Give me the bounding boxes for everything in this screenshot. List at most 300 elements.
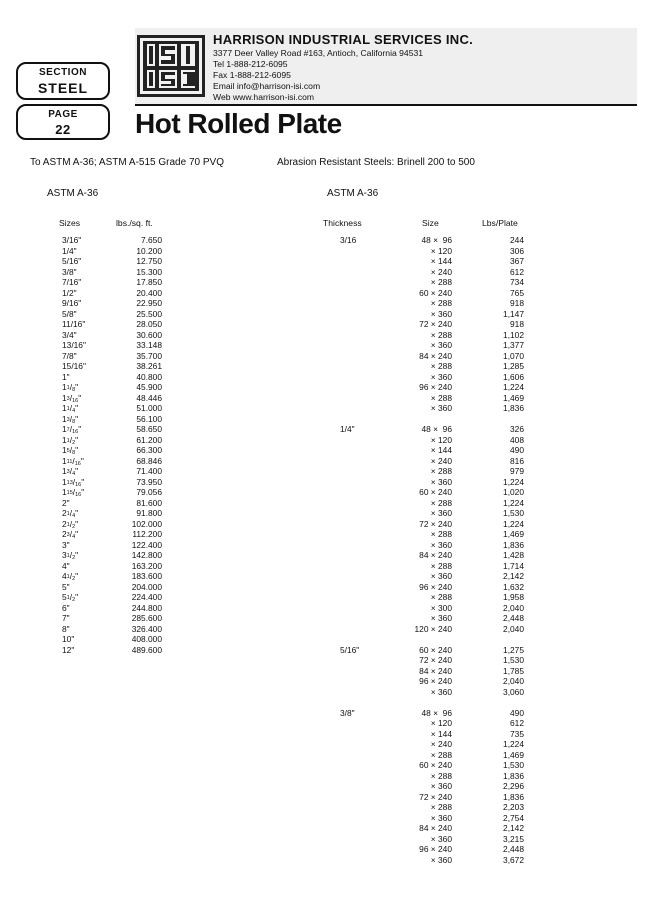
lbs-per-plate: 1,530 <box>503 655 524 665</box>
weight-per-sqft: 22.950 <box>136 298 162 308</box>
plate-size: 4" <box>62 560 70 571</box>
plate-size: 2" <box>62 497 70 508</box>
lbs-per-plate: 979 <box>510 466 524 476</box>
table-row <box>320 414 524 425</box>
lbs-per-plate: 2,203 <box>503 802 524 812</box>
plate-dimensions: × 288 <box>430 749 452 760</box>
plate-size: $2^3/_4$" <box>62 529 79 540</box>
plate-dimensions: × 360 <box>430 340 452 350</box>
table-row <box>320 340 524 351</box>
weight-per-sqft: 81.600 <box>136 497 162 508</box>
table-row <box>320 361 524 372</box>
plate-dimensions: 72 × 240 <box>419 518 452 529</box>
weight-per-sqft: 15.300 <box>136 266 162 277</box>
plate-dimensions: 60 × 240 <box>419 287 452 298</box>
weight-per-sqft: 326.400 <box>131 623 162 634</box>
plate-dimensions: × 360 <box>430 854 452 865</box>
table-row <box>62 466 162 477</box>
lbs-per-plate: 765 <box>510 287 524 298</box>
table-row <box>62 403 162 414</box>
plate-dimensions: 84 × 240 <box>419 823 452 833</box>
table-row <box>62 613 162 624</box>
plate-size: 15/16" <box>62 361 86 371</box>
plate-size: 6" <box>62 602 70 613</box>
lbs-per-plate: 2,448 <box>503 844 524 854</box>
plate-dimensions: × 288 <box>430 770 452 781</box>
table-row <box>320 729 524 740</box>
plate-size: 3/4" <box>62 329 77 340</box>
lbs-per-plate: 3,672 <box>503 854 524 865</box>
table-row <box>62 571 162 582</box>
table-row <box>62 645 162 656</box>
table-row <box>320 582 524 593</box>
plate-dimensions: 96 × 240 <box>419 581 452 592</box>
lbs-per-plate: 1,224 <box>503 382 524 392</box>
lbs-per-plate: 2,040 <box>503 676 524 686</box>
table-row <box>62 487 162 498</box>
weight-per-sqft: 48.446 <box>136 392 162 403</box>
table-row <box>320 813 524 824</box>
plate-size: 8" <box>62 623 70 634</box>
lbs-per-plate: 918 <box>510 298 524 308</box>
plate-size: 9/16" <box>62 298 82 308</box>
table-row <box>320 445 524 456</box>
plate-size: 3/16" <box>62 235 82 245</box>
table-row <box>320 256 524 267</box>
plate-dimensions: × 288 <box>430 298 452 308</box>
lbs-per-plate: 1,020 <box>503 487 524 497</box>
table-row <box>62 508 162 519</box>
lbs-per-plate: 734 <box>510 277 524 287</box>
table-row <box>62 561 162 572</box>
lbs-per-plate: 3,215 <box>503 833 524 844</box>
weight-per-sqft: 10.200 <box>136 245 162 256</box>
plate-dimensions: × 360 <box>430 308 452 319</box>
plate-size: $1^{15}/_{16}$" <box>62 487 85 498</box>
plate-dimensions: × 288 <box>430 392 452 403</box>
weight-per-sqft: 33.148 <box>136 340 162 350</box>
plate-dimensions: × 144 <box>430 256 452 266</box>
weight-per-sqft: 45.900 <box>136 382 162 392</box>
plate-thickness: 1/4" <box>340 424 355 434</box>
plate-dimensions: × 300 <box>430 602 452 613</box>
table-row <box>62 445 162 456</box>
lbs-per-plate: 1,224 <box>503 497 524 508</box>
weight-per-sqft: 71.400 <box>136 466 162 476</box>
table-row <box>320 298 524 309</box>
weight-per-sqft: 102.000 <box>131 518 162 529</box>
plate-dimensions: × 144 <box>430 445 452 455</box>
plate-size: $1^1/_2$" <box>62 434 79 446</box>
company-web: Web www.harrison-isi.com <box>213 92 315 103</box>
plate-size: 7/8" <box>62 350 77 361</box>
plate-dimensions: 84 × 240 <box>419 350 452 361</box>
plate-dimensions: 48 × 96 <box>421 424 452 434</box>
weight-per-sqft: 489.600 <box>131 644 162 655</box>
weight-per-sqft: 17.850 <box>136 277 162 287</box>
plate-size: $1^5/_8$" <box>62 445 79 456</box>
weight-per-sqft: 66.300 <box>136 445 162 455</box>
lbs-per-plate: 1,102 <box>503 329 524 340</box>
table-row <box>320 466 524 477</box>
plate-dimensions: × 360 <box>430 403 452 413</box>
standards-right: Abrasion Resistant Steels: Brinell 200 to 500 <box>277 157 475 168</box>
table-row <box>62 277 162 288</box>
lbs-per-plate: 1,070 <box>503 350 524 361</box>
page-number: 22 <box>55 122 71 137</box>
lbs-per-plate: 1,275 <box>503 644 524 655</box>
lbs-per-plate: 1,530 <box>503 508 524 518</box>
table-row <box>320 529 524 540</box>
company-email: Email info@harrison-isi.com <box>213 81 321 92</box>
weight-per-sqft: 7.650 <box>141 235 162 245</box>
lbs-per-plate: 2,040 <box>503 623 524 634</box>
plate-dimensions: × 360 <box>430 476 452 487</box>
plate-size: 5" <box>62 581 70 592</box>
table-row <box>320 477 524 488</box>
standards-left: To ASTM A-36; ASTM A-515 Grade 70 PVQ <box>30 157 224 168</box>
lbs-per-plate: 1,836 <box>503 791 524 802</box>
table-row <box>320 351 524 362</box>
plate-size: $1^7/_{16}$" <box>62 424 82 435</box>
plate-dimensions: × 288 <box>430 560 452 571</box>
plate-size: $2^1/_2$" <box>62 518 79 530</box>
weight-per-sqft: 73.950 <box>136 476 162 487</box>
plate-size: 3/8" <box>62 266 77 277</box>
plate-dimensions: × 288 <box>430 802 452 812</box>
lbs-per-plate: 816 <box>510 455 524 466</box>
plate-dimensions: × 360 <box>430 539 452 550</box>
plate-size: 12" <box>62 644 75 655</box>
weight-per-sqft: 30.600 <box>136 329 162 340</box>
lbs-per-plate: 1,377 <box>503 340 524 350</box>
plate-dimensions: × 360 <box>430 508 452 518</box>
table-row <box>62 330 162 341</box>
table-row <box>320 708 524 719</box>
plate-dimensions: × 288 <box>430 329 452 340</box>
weight-per-sqft: 40.800 <box>136 371 162 382</box>
table-row <box>62 424 162 435</box>
plate-dimensions: × 240 <box>430 455 452 466</box>
weight-per-sqft: 79.056 <box>136 487 162 497</box>
weight-per-sqft: 163.200 <box>131 560 162 571</box>
plate-size: 1/4" <box>62 245 77 256</box>
table-row <box>320 676 524 687</box>
lbs-per-plate: 3,060 <box>503 686 524 697</box>
plate-dimensions: 84 × 240 <box>419 665 452 676</box>
table-row <box>320 718 524 729</box>
table-row <box>62 267 162 278</box>
plate-dimensions: × 240 <box>430 266 452 277</box>
table-row <box>320 592 524 603</box>
plate-dimensions: × 360 <box>430 781 452 791</box>
plate-dimensions: × 288 <box>430 277 452 287</box>
table-row <box>320 393 524 404</box>
plate-size: $1^1/_4$" <box>62 403 79 414</box>
table-row <box>62 477 162 488</box>
weight-per-sqft: 51.000 <box>136 403 162 413</box>
weight-per-sqft: 35.700 <box>136 350 162 361</box>
lbs-per-plate: 612 <box>510 718 524 728</box>
weight-per-sqft: 12.750 <box>136 256 162 266</box>
weight-per-sqft: 244.800 <box>131 602 162 613</box>
plate-size: $1^3/_{16}$" <box>62 392 82 404</box>
plate-thickness: 5/16" <box>340 644 360 655</box>
plate-size: $4^1/_2$" <box>62 571 79 582</box>
lbs-per-plate: 918 <box>510 319 524 329</box>
table-row <box>62 634 162 645</box>
company-contact <box>213 48 423 103</box>
plate-size: $2^1/_4$" <box>62 508 79 519</box>
plate-size: 1" <box>62 371 70 382</box>
plate-size: $1^{11}/_{16}$" <box>62 455 84 467</box>
table-row <box>62 351 162 362</box>
lbs-per-plate: 1,958 <box>503 592 524 602</box>
table-row <box>62 624 162 635</box>
lbs-per-plate: 2,448 <box>503 613 524 623</box>
lbs-per-plate: 1,224 <box>503 476 524 487</box>
table-row <box>320 603 524 614</box>
lbs-per-plate: 306 <box>510 245 524 256</box>
weight-per-sqft: 285.600 <box>131 613 162 623</box>
table-row <box>320 456 524 467</box>
table-row <box>62 235 162 246</box>
plate-dimensions: 96 × 240 <box>419 676 452 686</box>
plate-size: $1^1/_8$" <box>62 382 79 393</box>
plate-size: 1/2" <box>62 287 77 298</box>
table-row <box>320 403 524 414</box>
lbs-per-plate: 1,530 <box>503 760 524 770</box>
plate-dimensions: × 360 <box>430 571 452 581</box>
table-row <box>320 246 524 257</box>
left-header-weight: lbs./sq. ft. <box>116 218 153 228</box>
lbs-per-plate: 1,632 <box>503 581 524 592</box>
lbs-per-plate: 1,469 <box>503 749 524 760</box>
table-row <box>320 855 524 866</box>
plate-dimensions: × 120 <box>430 718 452 728</box>
company-tel: Tel 1-888-212-6095 <box>213 59 288 70</box>
table-row <box>320 834 524 845</box>
table-row <box>62 340 162 351</box>
table-row <box>62 498 162 509</box>
lbs-per-plate: 1,606 <box>503 371 524 382</box>
lbs-per-plate: 1,285 <box>503 361 524 371</box>
lbs-per-plate: 1,836 <box>503 539 524 550</box>
left-weight-table <box>62 235 162 655</box>
table-row <box>320 613 524 624</box>
left-header-sizes: Sizes <box>59 218 81 228</box>
table-row <box>62 592 162 603</box>
weight-per-sqft: 56.100 <box>136 413 162 424</box>
table-row <box>62 256 162 267</box>
lbs-per-plate: 1,836 <box>503 403 524 413</box>
right-section-title: ASTM A-36 <box>327 188 379 199</box>
weight-per-sqft: 58.650 <box>136 424 162 434</box>
plate-dimensions: 60 × 240 <box>419 760 452 770</box>
lbs-per-plate: 326 <box>510 424 524 434</box>
weight-per-sqft: 122.400 <box>131 539 162 550</box>
plate-dimensions: × 288 <box>430 361 452 371</box>
plate-dimensions: 120 × 240 <box>414 623 452 634</box>
table-row <box>320 802 524 813</box>
lbs-per-plate: 1,224 <box>503 739 524 749</box>
table-row <box>320 771 524 782</box>
lbs-per-plate: 612 <box>510 266 524 277</box>
plate-size: 10" <box>62 634 75 644</box>
lbs-per-plate: 1,714 <box>503 560 524 571</box>
lbs-per-plate: 244 <box>510 235 524 245</box>
right-plate-table <box>320 235 524 865</box>
plate-dimensions: × 360 <box>430 812 452 823</box>
table-row <box>62 414 162 425</box>
table-row <box>62 372 162 383</box>
table-row <box>62 393 162 404</box>
weight-per-sqft: 142.800 <box>131 550 162 560</box>
plate-dimensions: × 360 <box>430 613 452 623</box>
plate-size: 7" <box>62 613 70 623</box>
table-row <box>320 739 524 750</box>
table-row <box>320 760 524 771</box>
plate-dimensions: 72 × 240 <box>419 791 452 802</box>
table-row <box>62 519 162 530</box>
page-label: PAGE <box>48 109 78 120</box>
plate-dimensions: × 360 <box>430 833 452 844</box>
plate-size: 3" <box>62 539 70 550</box>
weight-per-sqft: 204.000 <box>131 581 162 592</box>
plate-size: $1^{13}/_{16}$" <box>62 476 85 488</box>
weight-per-sqft: 408.000 <box>131 634 162 644</box>
plate-dimensions: 60 × 240 <box>419 487 452 497</box>
right-header-size: Size <box>422 218 439 228</box>
company-name: HARRISON INDUSTRIAL SERVICES INC. <box>213 32 474 47</box>
table-row <box>320 697 524 708</box>
table-row <box>62 550 162 561</box>
table-row <box>320 267 524 278</box>
weight-per-sqft: 183.600 <box>131 571 162 581</box>
table-row <box>62 456 162 467</box>
lbs-per-plate: 2,296 <box>503 781 524 791</box>
table-row <box>320 288 524 299</box>
table-row <box>62 319 162 330</box>
lbs-per-plate: 1,785 <box>503 665 524 676</box>
plate-dimensions: × 120 <box>430 434 452 445</box>
section-box <box>16 62 110 100</box>
table-row <box>62 582 162 593</box>
weight-per-sqft: 61.200 <box>136 434 162 445</box>
table-row <box>320 382 524 393</box>
lbs-per-plate: 1,428 <box>503 550 524 560</box>
table-row <box>320 645 524 656</box>
company-fax: Fax 1-888-212-6095 <box>213 70 291 81</box>
left-section-title: ASTM A-36 <box>47 188 99 199</box>
plate-dimensions: 72 × 240 <box>419 319 452 329</box>
table-row <box>320 435 524 446</box>
plate-size: 7/16" <box>62 277 82 287</box>
plate-dimensions: 48 × 96 <box>421 707 452 718</box>
table-row <box>320 571 524 582</box>
plate-size: 5/8" <box>62 308 77 319</box>
plate-size: $1^3/_8$" <box>62 413 79 425</box>
table-row <box>320 634 524 645</box>
weight-per-sqft: 38.261 <box>136 361 162 371</box>
table-row <box>320 540 524 551</box>
table-row <box>62 298 162 309</box>
lbs-per-plate: 408 <box>510 434 524 445</box>
table-row <box>62 309 162 320</box>
weight-per-sqft: 112.200 <box>132 529 162 539</box>
table-row <box>62 435 162 446</box>
plate-dimensions: 60 × 240 <box>419 644 452 655</box>
plate-size: $3^1/_2$" <box>62 550 79 561</box>
table-row <box>320 235 524 246</box>
weight-per-sqft: 28.050 <box>136 319 162 329</box>
table-row <box>320 655 524 666</box>
table-row <box>62 382 162 393</box>
plate-dimensions: × 288 <box>430 592 452 602</box>
table-row <box>62 540 162 551</box>
page-title: Hot Rolled Plate <box>135 108 342 139</box>
lbs-per-plate: 2,142 <box>503 571 524 581</box>
weight-per-sqft: 68.846 <box>136 455 162 466</box>
table-row <box>320 750 524 761</box>
plate-dimensions: × 120 <box>430 245 452 256</box>
table-row <box>320 687 524 698</box>
table-row <box>320 781 524 792</box>
plate-dimensions: 84 × 240 <box>419 550 452 560</box>
table-row <box>320 666 524 677</box>
table-row <box>320 624 524 635</box>
table-row <box>320 519 524 530</box>
table-row <box>320 277 524 288</box>
table-row <box>320 844 524 855</box>
plate-dimensions: × 288 <box>430 497 452 508</box>
plate-dimensions: × 360 <box>430 371 452 382</box>
weight-per-sqft: 224.400 <box>131 592 162 602</box>
table-row <box>320 487 524 498</box>
plate-dimensions: 72 × 240 <box>419 655 452 665</box>
right-header-lbs: Lbs/Plate <box>482 218 518 228</box>
plate-dimensions: 96 × 240 <box>419 382 452 392</box>
lbs-per-plate: 2,142 <box>503 823 524 833</box>
table-row <box>320 561 524 572</box>
lbs-per-plate: 490 <box>510 445 524 455</box>
weight-per-sqft: 91.800 <box>136 508 162 518</box>
plate-size: 11/16" <box>62 319 86 329</box>
plate-thickness: 3/16 <box>340 235 357 245</box>
table-row <box>62 603 162 614</box>
lbs-per-plate: 1,147 <box>503 308 524 319</box>
plate-dimensions: × 288 <box>430 466 452 476</box>
table-row <box>320 823 524 834</box>
table-row <box>320 372 524 383</box>
lbs-per-plate: 490 <box>510 707 524 718</box>
table-row <box>62 361 162 372</box>
table-row <box>62 288 162 299</box>
right-header-thickness: Thickness <box>323 218 362 228</box>
plate-size: $5^1/_2$" <box>62 592 79 603</box>
plate-dimensions: × 360 <box>430 686 452 697</box>
plate-size: 13/16" <box>62 340 86 350</box>
plate-size: $1^3/_4$" <box>62 466 79 477</box>
section-label: SECTION <box>39 67 87 78</box>
table-row <box>320 330 524 341</box>
page-box <box>16 104 110 140</box>
header-rule <box>135 104 637 106</box>
plate-dimensions: 48 × 96 <box>421 235 452 245</box>
weight-per-sqft: 20.400 <box>136 287 162 298</box>
plate-dimensions: × 240 <box>430 739 452 749</box>
table-row <box>62 529 162 540</box>
